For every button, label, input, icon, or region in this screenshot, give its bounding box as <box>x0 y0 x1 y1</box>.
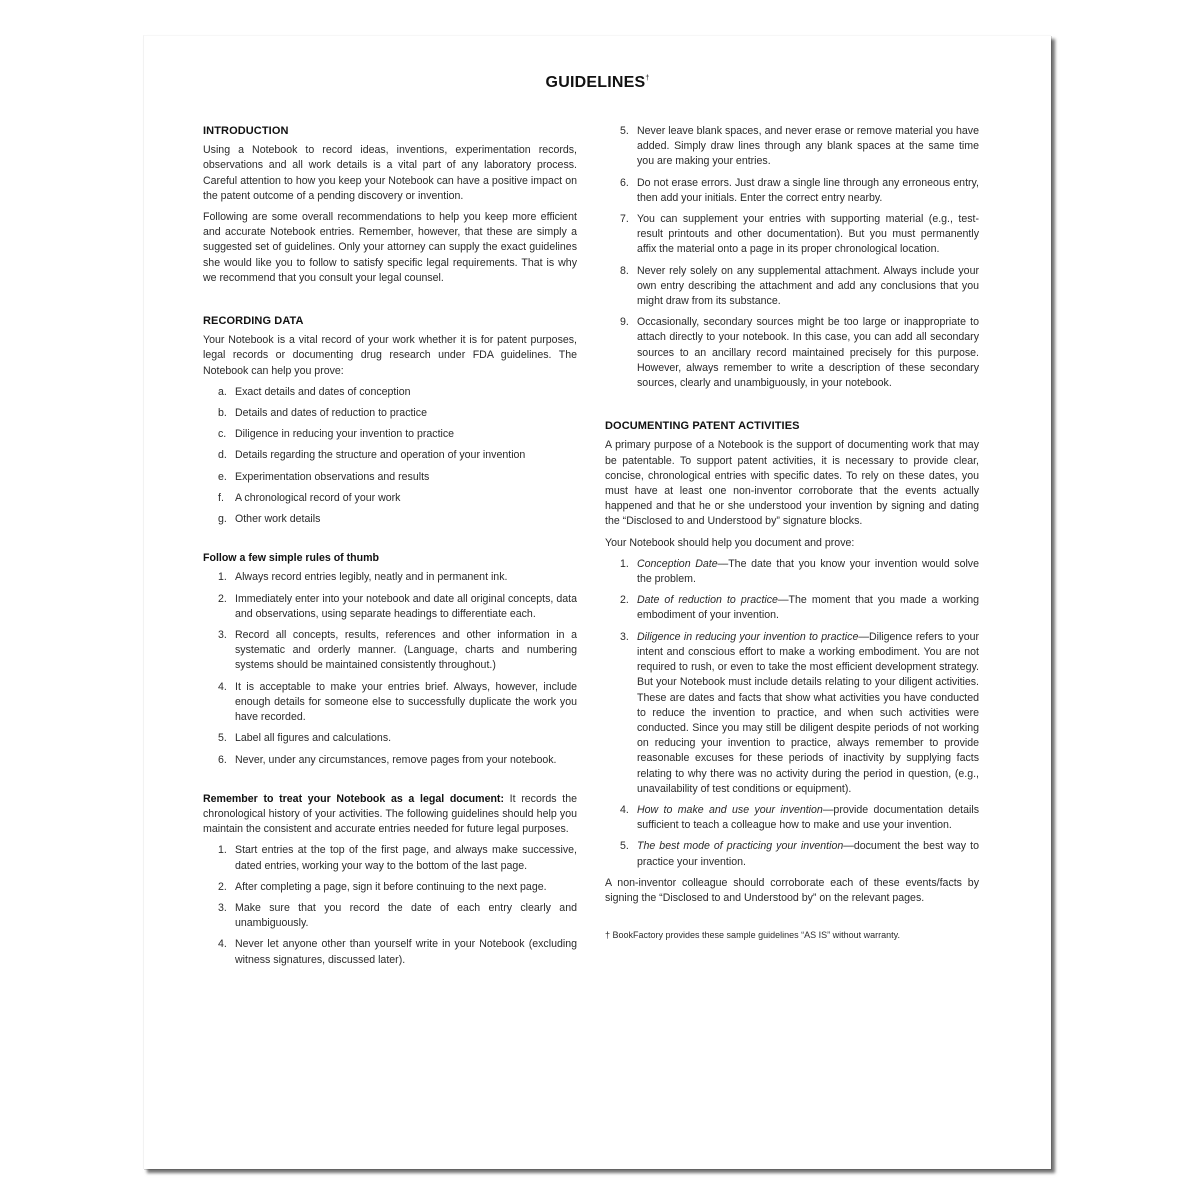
patent-activities-section <box>605 419 979 906</box>
list-item: 7. You can supplement your entries with supporting material (e.g., test-result printouts and other documentation). But you must permanently affix the material onto a page in its proper chronological location. <box>620 213 979 256</box>
list-item: c. Diligence in reducing your invention to practice <box>218 428 455 441</box>
recording-data-paragraph: Your Notebook is a vital record of your work whether it is for patent purposes, legal records or documenting drug research under FDA guidelines. The Notebook can help you prove: <box>203 334 577 377</box>
list-item: 3. Make sure that you record the date of each entry clearly and unambiguously. <box>218 901 577 930</box>
list-item: a. Exact details and dates of conception <box>218 385 411 398</box>
list-item: 6. Do not erase errors. Just draw a single line through any erroneous entry, then add your initials. Enter the correct entry nearby. <box>620 176 979 204</box>
list-item: b. Details and dates of reduction to practice <box>218 407 427 420</box>
introduction-section <box>203 124 577 286</box>
legal-document-section <box>203 792 577 968</box>
list-item: 5. The best mode of practicing your invention—document the best way to practice your invention. <box>620 840 979 868</box>
list-item: 9. Occasionally, secondary sources might be too large or inappropriate to attach directly to your notebook. In this case, you can add all secondary sources to an ancillary record maintained precisely for this purpose. However, always remember to write a description of these secondary sources, clearly and unambiguously, in your notebook. <box>620 316 979 390</box>
list-item: 5. Label all figures and calculations. <box>218 732 392 745</box>
list-item: 4. How to make and use your invention—provide documentation details sufficient to teach a colleague how to make and use your invention. <box>620 803 979 832</box>
introduction-paragraph-2: Following are some overall recommendations to help you keep more efficient and accurate Notebook entries. Remember, however, that these are simply a suggested set of guidelines. Only your attorney can supply the exact guidelines she would like you to follow to satisfy specific legal requirements. That is why we recommend that you consult your legal counsel. <box>203 211 577 284</box>
footnote: † BookFactory provides these sample guidelines “AS IS” without warranty. <box>605 930 900 941</box>
list-item: 4. It is acceptable to make your entries brief. Always, however, include enough details for someone else to successfully duplicate the work you have recorded. <box>218 680 577 724</box>
list-item: 2. Date of reduction to practice—The moment that you made a working embodiment of your invention. <box>620 594 980 622</box>
recording-data-list <box>203 385 577 527</box>
patent-paragraph-1: A primary purpose of a Notebook is the support of documenting work that may be patentable. To support patent activities, it is necessary to provide clear, concise, chronological entries with specific dates. To rely on these dates, you must have at least one non-inventor corroborate that the events actually happened and that he or she understood your invention by signing and dating the “Disclosed to and Understood by” signature blocks. <box>605 439 979 528</box>
patent-activities-heading: DOCUMENTING PATENT ACTIVITIES <box>605 420 800 433</box>
rules-of-thumb-section <box>203 551 577 767</box>
list-item: f. A chronological record of your work <box>218 491 401 504</box>
introduction-heading: INTRODUCTION <box>203 125 289 137</box>
list-item: 5. Never leave blank spaces, and never erase or remove material you have added. Simply draw lines through any blank spaces at the same time you are making your entries. <box>620 125 979 168</box>
rules-of-thumb-heading: Follow a few simple rules of thumb <box>203 552 379 565</box>
list-item: e. Experimentation observations and results <box>218 470 430 483</box>
title-text: GUIDELINES <box>545 74 646 91</box>
recording-data-section <box>203 314 577 527</box>
list-item: 8. Never rely solely on any supplemental attachment. Always include your own entry describing the attachment and add any conclusions that you might draw from its substance. <box>620 264 979 308</box>
legal-document-list-continued <box>605 124 979 391</box>
list-item: 3. Record all concepts, results, references and other information in a systematic and orderly manner. (Language, charts and numbering systems should be maintained consistently throughout.) <box>218 629 577 672</box>
list-item: 1. Always record entries legibly, neatly and in permanent ink. <box>218 571 508 584</box>
legal-document-paragraph: Remember to treat your Notebook as a legal document: It records the chronological history of your activities. The following guidelines should help you maintain the consistent and accurate entries needed for future legal purposes. <box>203 792 577 836</box>
list-item: 1. Start entries at the top of the first page, and always make successive, dated entries, working your way to the bottom of the last page. <box>218 844 577 872</box>
page-title <box>144 74 1051 92</box>
right-column <box>605 124 979 943</box>
recording-data-heading: RECORDING DATA <box>203 315 304 328</box>
footnote-mark: † <box>645 75 650 82</box>
rules-of-thumb-list <box>203 570 577 767</box>
patent-paragraph-2: Your Notebook should help you document and prove: <box>605 536 855 549</box>
list-item: d. Details regarding the structure and operation of your invention <box>218 449 526 462</box>
patent-list <box>605 557 979 870</box>
list-item: 6. Never, under any circumstances, remove pages from your notebook. <box>218 753 557 766</box>
list-item: 2. Immediately enter into your notebook and date all original concepts, data and observations, using separate headings to differentiate each. <box>218 592 577 620</box>
introduction-paragraph-1: Using a Notebook to record ideas, inventions, experimentation records, observations and all work details is a vital part of any laboratory process. Careful attention to how you keep your Notebook can have a positive impact on the patent outcome of a pending discovery or invention. <box>203 144 577 202</box>
legal-document-list <box>203 843 577 967</box>
list-item: 4. Never let anyone other than yourself write in your Notebook (excluding witness signatures, discussed later). <box>218 938 577 966</box>
left-column <box>203 124 577 974</box>
list-item: 2. After completing a page, sign it before continuing to the next page. <box>218 880 547 893</box>
list-item: g. Other work details <box>218 513 321 526</box>
list-item: 3. Diligence in reducing your invention to practice—Diligence refers to your intent and conscious effort to make a working embodiment. You are not required to rush, or even to take the most efficient development strategy. But your Notebook must include details relating to your diligent activities. These are dates and facts that show what activities you have conducted to reduce the invention to practice, and when such activities were conducted. Since you may still be diligent despite periods of not working on reducing your invention to practice, always remember to provide reasonable excuses for these periods of inactivity by supplying facts relating to why there was no activity during the period in question, (e.g., unavailability of test conditions or equipment). <box>620 630 980 795</box>
patent-paragraph-3: A non-inventor colleague should corroborate each of these events/facts by signing the “Disclosed to and Understood by” on the relevant pages. <box>605 876 979 904</box>
document-page <box>143 35 1051 1169</box>
list-item: 1. Conception Date—The date that you know your invention would solve the problem. <box>620 557 980 586</box>
